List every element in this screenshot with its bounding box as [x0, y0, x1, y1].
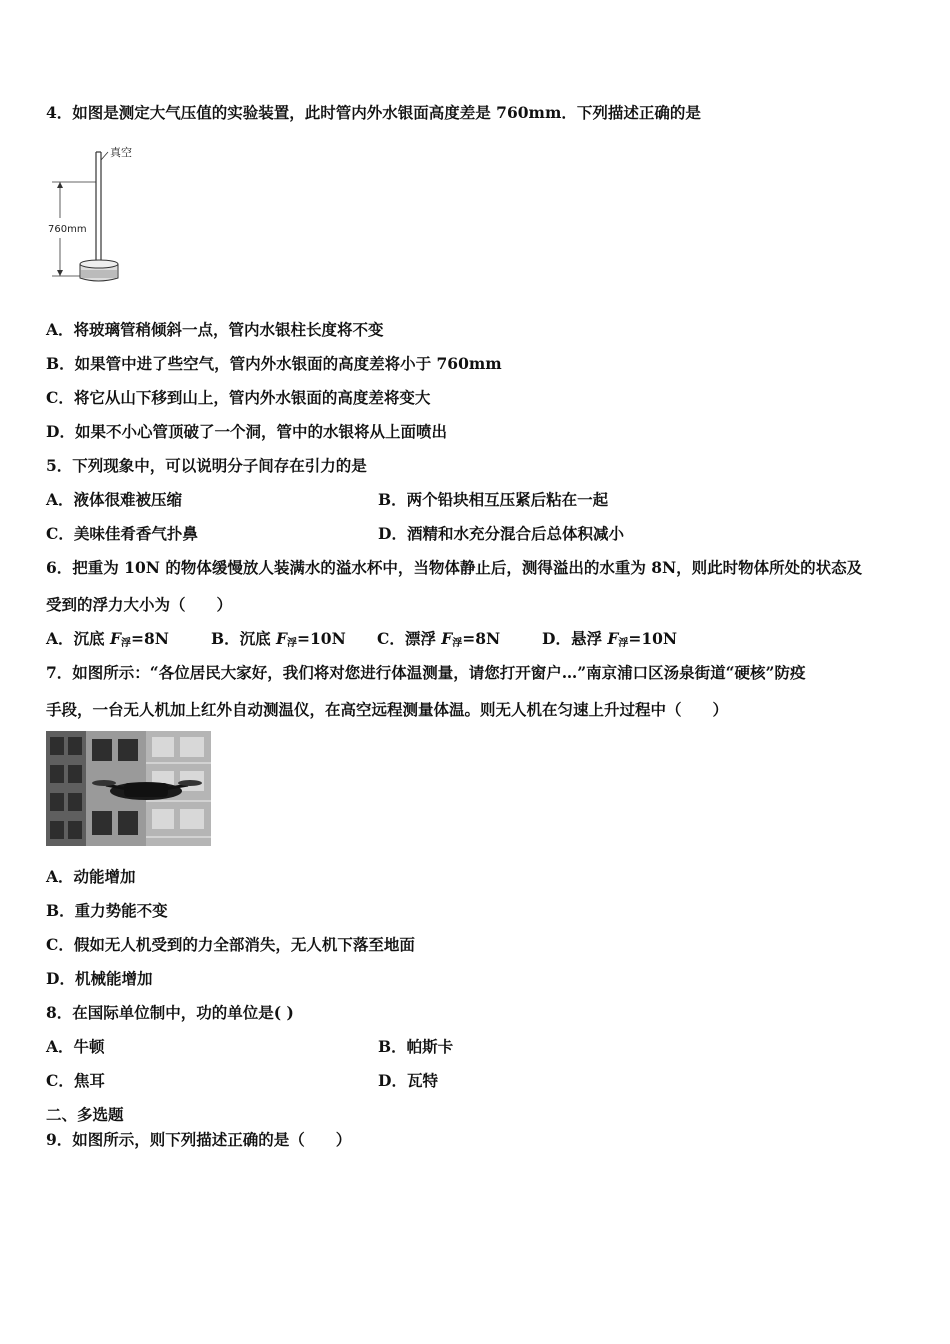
q6-option-a-sub: 浮: [120, 638, 131, 649]
drone-building-photo: [46, 731, 211, 846]
q4-stem: 4．如图是测定大气压值的实验装置，此时管内外水银面高度差是 760mm．下列描述正确的是: [46, 103, 701, 122]
q5-option-d: D．酒精和水充分混合后总体积减小: [378, 524, 624, 543]
q6-option-a-value: =8N: [130, 629, 169, 648]
q6-option-d-value: =10N: [628, 629, 678, 648]
q6-option-b-prefix: B．沉底: [211, 629, 276, 648]
q6-option-b-value: =10N: [297, 629, 346, 648]
q4-option-c: C．将它从山下移到山上，管内外水银面的高度差将变大: [46, 388, 431, 407]
q9-stem: 9．如图所示，则下列描述正确的是（ ）: [46, 1130, 352, 1149]
q7-stem-line1: 7．如图所示：“各位居民大家好，我们将对您进行体温测量，请您打开窗户…”南京浦口区汤泉街道“硬核”防疫: [46, 663, 806, 682]
q5-option-b: B．两个铅块相互压紧后粘在一起: [378, 490, 609, 509]
height-label: 760mm: [48, 224, 87, 235]
q5-option-a: A．液体很难被压缩: [46, 490, 183, 509]
q5-option-c: C．美味佳肴香气扑鼻: [46, 524, 198, 543]
q4-option-b: B．如果管中进了些空气，管内外水银面的高度差将小于 760mm: [46, 354, 502, 373]
q6-option-b-sub: 浮: [287, 638, 298, 649]
q6-option-c-symbol: F: [441, 629, 453, 648]
q6-option-c-prefix: C．漂浮: [377, 629, 442, 648]
q8-option-b: B．帕斯卡: [378, 1037, 454, 1056]
q6-option-b: [211, 629, 346, 654]
q6-option-d: [542, 629, 677, 654]
q4-option-a: A．将玻璃管稍倾斜一点，管内水银柱长度将不变: [46, 320, 384, 339]
q6-option-d-prefix: D．悬浮: [542, 629, 608, 648]
q6-option-c-value: =8N: [462, 629, 501, 648]
q6-stem-line2: 受到的浮力大小为（ ）: [46, 595, 233, 614]
q6-option-d-sub: 浮: [618, 638, 629, 649]
q6-option-d-symbol: F: [607, 629, 619, 648]
section-title: 二、多选题: [46, 1105, 124, 1124]
barometer-figure: [46, 138, 156, 288]
q6-stem-line1: 6．把重为 10N 的物体缓慢放人装满水的溢水杯中，当物体静止后，测得溢出的水重为 8N，则此时物体所处的状态及: [46, 558, 863, 577]
vacuum-label: 真空: [110, 146, 132, 159]
q7-option-d: D．机械能增加: [46, 969, 153, 988]
q4-option-d: D．如果不小心管顶破了一个洞，管中的水银将从上面喷出: [46, 422, 447, 441]
q6-option-a-symbol: F: [109, 629, 121, 648]
q5-stem: 5．下列现象中，可以说明分子间存在引力的是: [46, 456, 367, 475]
q8-option-c: C．焦耳: [46, 1071, 105, 1090]
q6-option-c-sub: 浮: [452, 638, 463, 649]
q8-option-a: A．牛顿: [46, 1037, 105, 1056]
q6-option-c: [377, 629, 500, 654]
q6-option-a-prefix: A．沉底: [46, 629, 110, 648]
q7-option-c: C．假如无人机受到的力全部消失，无人机下落至地面: [46, 935, 415, 954]
q7-option-a: A．动能增加: [46, 867, 136, 886]
q7-option-b: B．重力势能不变: [46, 901, 168, 920]
q8-stem: 8．在国际单位制中，功的单位是( ): [46, 1003, 294, 1022]
q6-option-b-symbol: F: [276, 629, 288, 648]
q6-option-a: [46, 629, 169, 654]
q8-option-d: D．瓦特: [378, 1071, 438, 1090]
q7-stem-line2: 手段，一台无人机加上红外自动测温仪，在高空远程测量体温。则无人机在匀速上升过程中（ ）: [46, 700, 729, 719]
